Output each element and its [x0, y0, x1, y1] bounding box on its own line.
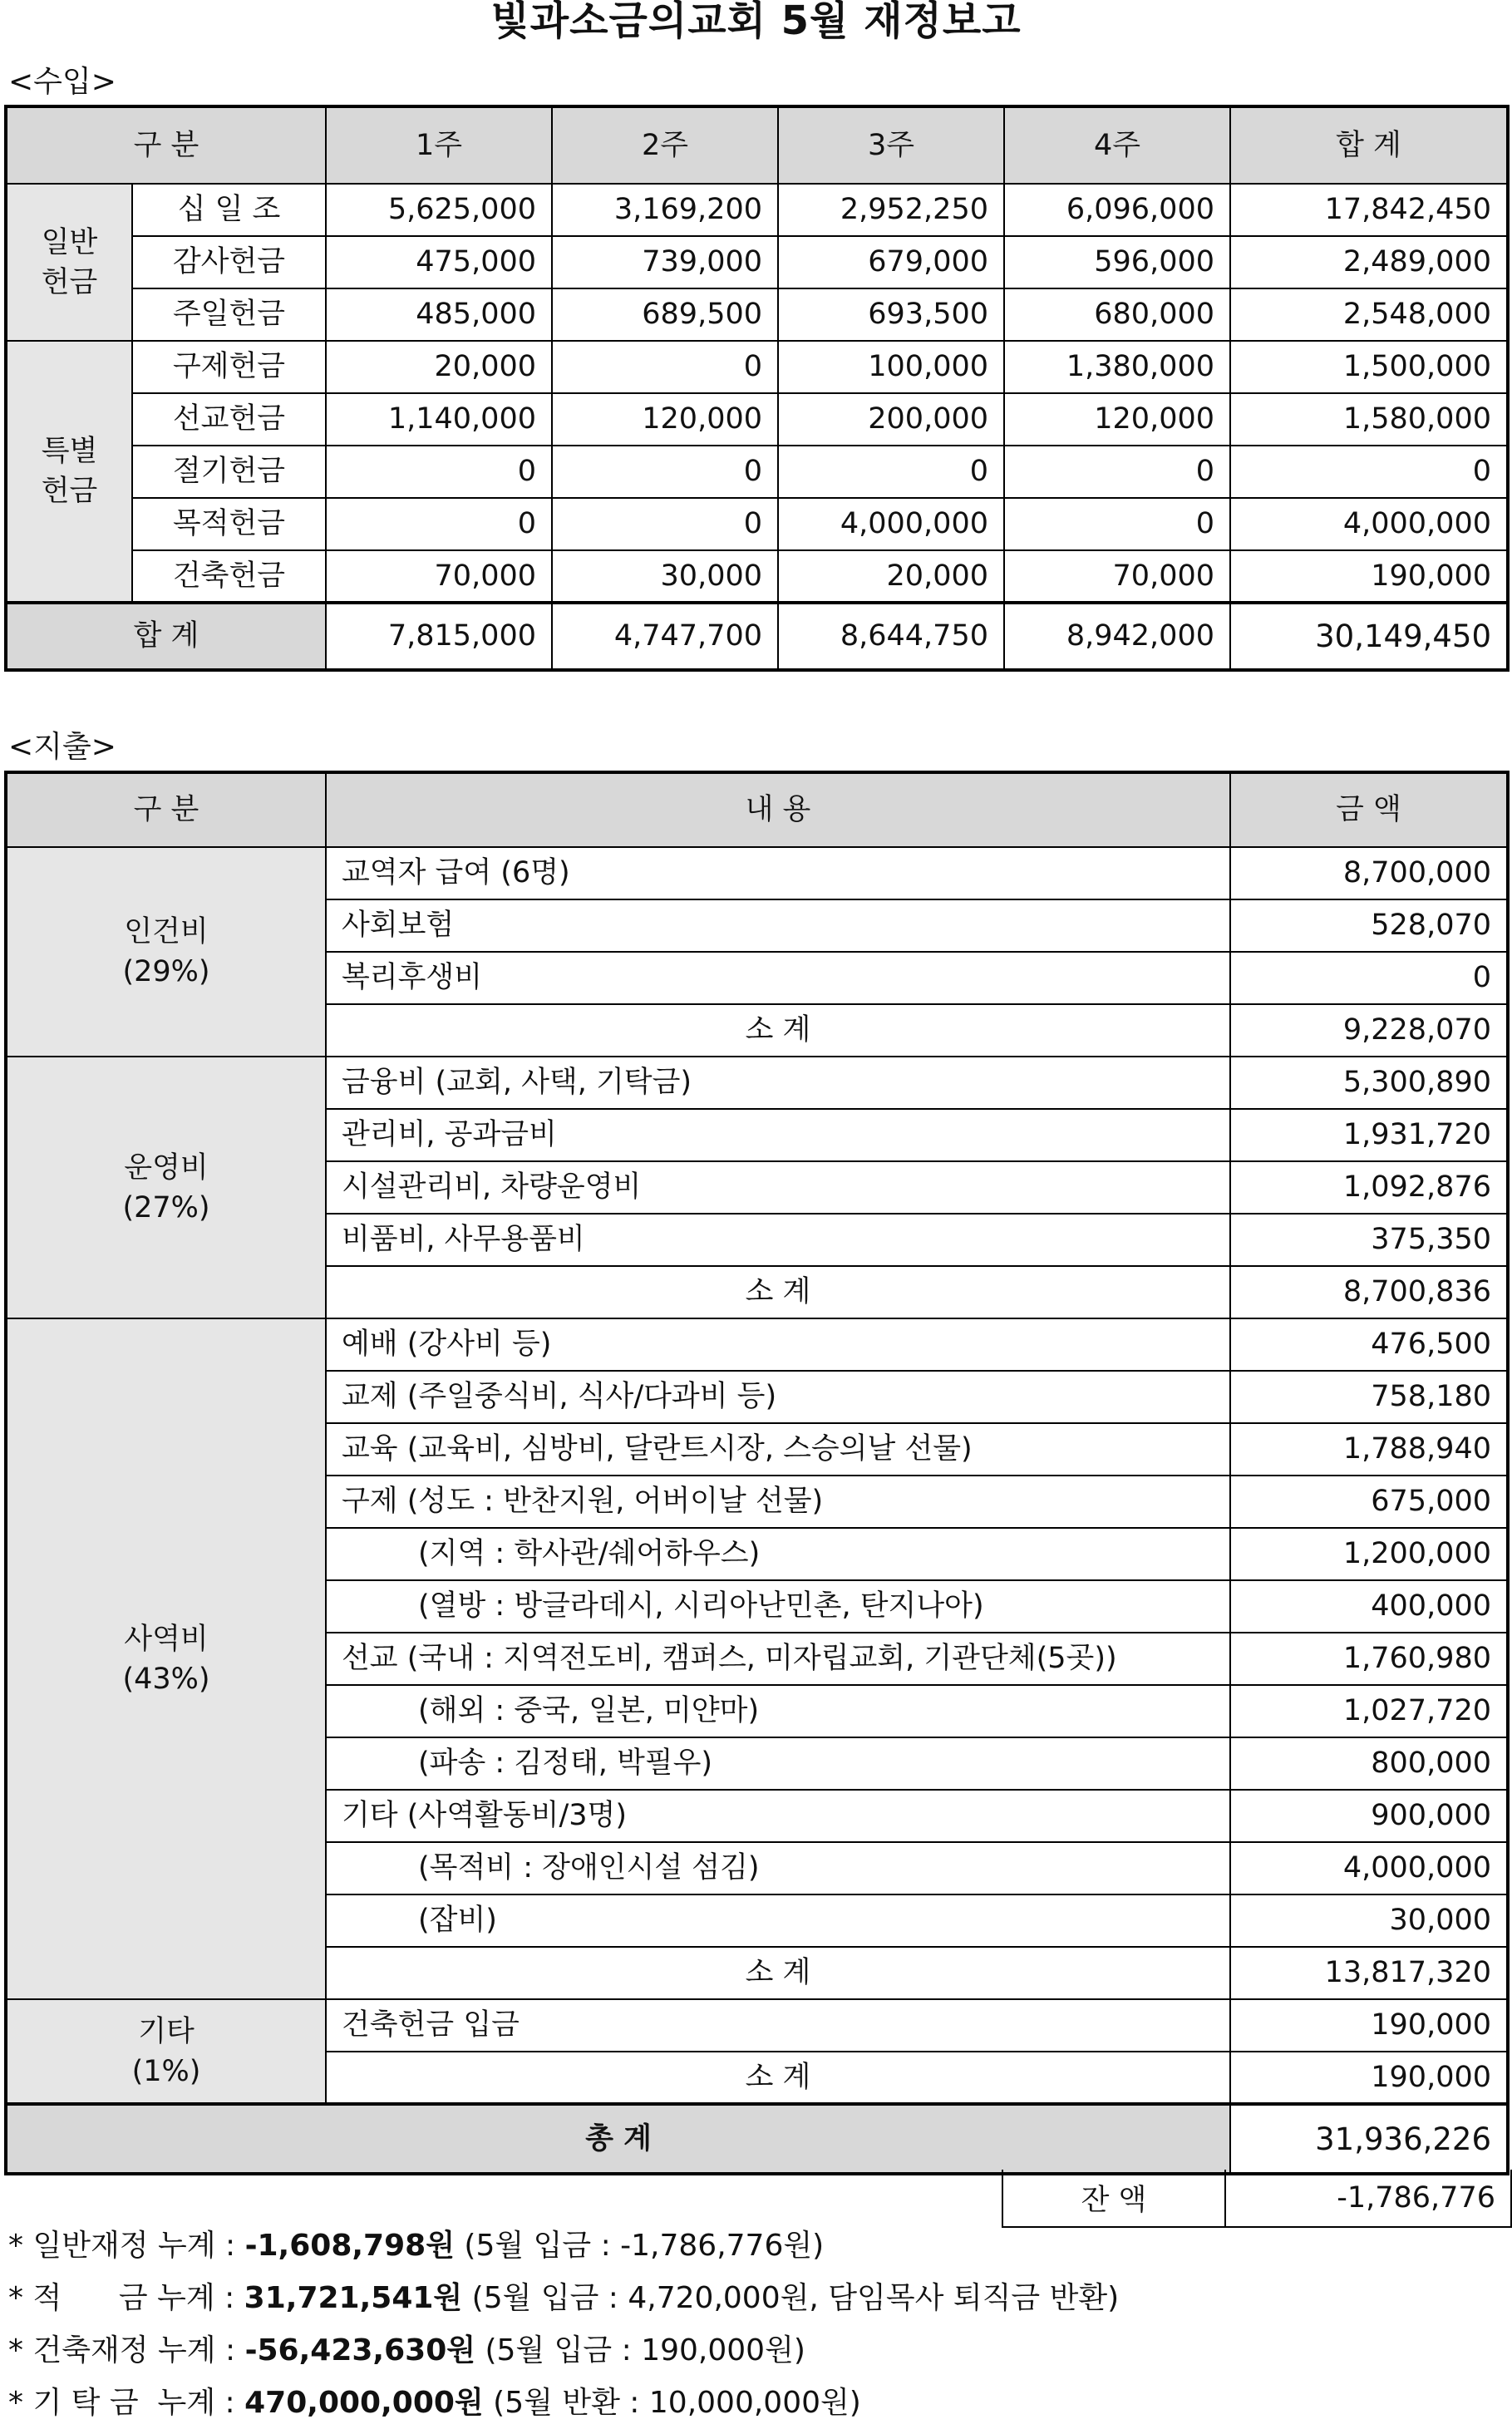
- income-item-label: 구제헌금: [132, 341, 326, 393]
- expense-item-amount: 1,092,876: [1230, 1161, 1508, 1214]
- balance-value: -1,786,776: [1337, 2181, 1495, 2215]
- expense-item-label: 건축헌금 입금: [326, 1999, 1230, 2052]
- expense-subtotal-amount: 190,000: [1230, 2052, 1508, 2104]
- income-week-value: 0: [552, 498, 778, 550]
- income-week-value: 680,000: [1004, 288, 1230, 341]
- note-value: 470,000,000원: [244, 2386, 484, 2420]
- expense-subtotal-label: 소 계: [326, 1266, 1230, 1318]
- income-week-value: 0: [1004, 446, 1230, 498]
- income-row: [6, 341, 1508, 393]
- header-amount: 금 액: [1230, 772, 1508, 847]
- income-sum-label: 합 계: [6, 603, 326, 670]
- expense-item-label: (파송 : 김정태, 박필우): [326, 1737, 1230, 1790]
- income-sum-week: 8,942,000: [1004, 603, 1230, 670]
- income-sum-week: 7,815,000: [326, 603, 552, 670]
- income-row-total: 2,548,000: [1230, 288, 1508, 341]
- expense-item-label: 복리후생비: [326, 952, 1230, 1004]
- expense-item-amount: 190,000: [1230, 1999, 1508, 2052]
- income-week-value: 6,096,000: [1004, 184, 1230, 236]
- expense-subtotal-label: 소 계: [326, 1947, 1230, 1999]
- income-row-total: 190,000: [1230, 550, 1508, 603]
- income-item-label: 목적헌금: [132, 498, 326, 550]
- header-category: 구 분: [6, 772, 326, 847]
- expense-group-label: 인건비 (29%): [6, 847, 326, 1057]
- expense-item-amount: 4,000,000: [1230, 1842, 1508, 1894]
- expense-row: [6, 1057, 1508, 1109]
- expense-item-label: 예배 (강사비 등): [326, 1318, 1230, 1371]
- income-week-value: 30,000: [552, 550, 778, 603]
- expense-row: [6, 1999, 1508, 2052]
- expense-item-label: 교육 (교육비, 심방비, 달란트시장, 스승의날 선물): [326, 1423, 1230, 1476]
- expense-subtotal-amount: 8,700,836: [1230, 1266, 1508, 1318]
- expense-item-label: 구제 (성도 : 반찬지원, 어버이날 선물): [326, 1476, 1230, 1528]
- income-group-label: 특별 헌금: [6, 341, 132, 603]
- note-prefix: * 건축재정 누계 :: [8, 2333, 245, 2367]
- expense-section-label: <지출>: [8, 730, 116, 764]
- expense-item-amount: 375,350: [1230, 1214, 1508, 1266]
- income-week-value: 0: [552, 341, 778, 393]
- expense-subtotal-amount: 9,228,070: [1230, 1004, 1508, 1057]
- income-table: [4, 105, 1510, 672]
- expense-item-amount: 1,931,720: [1230, 1109, 1508, 1161]
- page-title: 빛과소금의교회 5월 재정보고: [490, 0, 1022, 44]
- income-week-value: 120,000: [552, 393, 778, 446]
- income-week-value: 20,000: [326, 341, 552, 393]
- expense-item-amount: 900,000: [1230, 1790, 1508, 1842]
- income-week-value: 679,000: [778, 236, 1004, 288]
- header-week: 1주: [326, 106, 552, 184]
- expense-row: [6, 847, 1508, 899]
- income-row-total: 17,842,450: [1230, 184, 1508, 236]
- header-total: 합 계: [1230, 106, 1508, 184]
- expense-item-label: 선교 (국내 : 지역전도비, 캠퍼스, 미자립교회, 기관단체(5곳)): [326, 1633, 1230, 1685]
- income-week-value: 0: [326, 498, 552, 550]
- note-value: -56,423,630원: [244, 2333, 476, 2367]
- income-item-label: 감사헌금: [132, 236, 326, 288]
- income-header-row: [6, 106, 1508, 184]
- expense-item-label: 교제 (주일중식비, 식사/다과비 등): [326, 1371, 1230, 1423]
- income-week-value: 0: [1004, 498, 1230, 550]
- income-week-value: 5,625,000: [326, 184, 552, 236]
- expense-group-label: 사역비 (43%): [6, 1318, 326, 1999]
- balance-label: 잔 액: [1003, 2170, 1226, 2226]
- expense-item-amount: 0: [1230, 952, 1508, 1004]
- income-section-label: <수입>: [8, 65, 116, 99]
- income-week-value: 0: [552, 446, 778, 498]
- expense-item-amount: 1,200,000: [1230, 1528, 1508, 1580]
- income-grand-total: 30,149,450: [1230, 603, 1508, 670]
- income-week-value: 693,500: [778, 288, 1004, 341]
- income-row: [6, 446, 1508, 498]
- expense-table: [4, 771, 1510, 2175]
- expense-group-label: 운영비 (27%): [6, 1057, 326, 1318]
- expense-item-label: 기타 (사역활동비/3명): [326, 1790, 1230, 1842]
- expense-row: [6, 1318, 1508, 1371]
- income-row: [6, 498, 1508, 550]
- income-week-value: 2,952,250: [778, 184, 1004, 236]
- notes: [8, 2220, 1119, 2429]
- header-week: 2주: [552, 106, 778, 184]
- income-sum-week: 8,644,750: [778, 603, 1004, 670]
- income-week-value: 1,140,000: [326, 393, 552, 446]
- expense-item-amount: 8,700,000: [1230, 847, 1508, 899]
- expense-item-label: 시설관리비, 차량운영비: [326, 1161, 1230, 1214]
- income-week-value: 689,500: [552, 288, 778, 341]
- income-row: [6, 550, 1508, 603]
- expense-item-label: (지역 : 학사관/쉐어하우스): [326, 1528, 1230, 1580]
- income-week-value: 120,000: [1004, 393, 1230, 446]
- expense-group-label: 기타 (1%): [6, 1999, 326, 2104]
- expense-item-amount: 1,788,940: [1230, 1423, 1508, 1476]
- income-row-total: 1,500,000: [1230, 341, 1508, 393]
- income-week-value: 4,000,000: [778, 498, 1004, 550]
- note-line: [8, 2272, 1119, 2324]
- income-item-label: 건축헌금: [132, 550, 326, 603]
- income-row: [6, 184, 1508, 236]
- expense-grand-total-row: [6, 2104, 1508, 2174]
- expense-item-amount: 528,070: [1230, 899, 1508, 952]
- income-week-value: 0: [778, 446, 1004, 498]
- income-row: [6, 236, 1508, 288]
- income-sum-row: [6, 603, 1508, 670]
- header-week: 3주: [778, 106, 1004, 184]
- note-suffix: (5월 반환 : 10,000,000원): [483, 2386, 861, 2420]
- expense-grand-total-label: 총 계: [6, 2104, 1230, 2174]
- expense-grand-total: 31,936,226: [1230, 2104, 1508, 2174]
- expense-item-amount: 675,000: [1230, 1476, 1508, 1528]
- note-suffix: (5월 입금 : -1,786,776원): [454, 2229, 825, 2263]
- income-week-value: 1,380,000: [1004, 341, 1230, 393]
- expense-item-label: 금융비 (교회, 사택, 기탁금): [326, 1057, 1230, 1109]
- expense-item-label: (열방 : 방글라데시, 시리아난민촌, 탄지나아): [326, 1580, 1230, 1633]
- income-week-value: 596,000: [1004, 236, 1230, 288]
- note-value: -1,608,798원: [244, 2229, 455, 2263]
- income-week-value: 3,169,200: [552, 184, 778, 236]
- income-row: [6, 393, 1508, 446]
- expense-item-amount: 400,000: [1230, 1580, 1508, 1633]
- income-week-value: 475,000: [326, 236, 552, 288]
- income-week-value: 200,000: [778, 393, 1004, 446]
- income-week-value: 739,000: [552, 236, 778, 288]
- note-suffix: (5월 입금 : 190,000원): [475, 2333, 805, 2367]
- income-item-label: 선교헌금: [132, 393, 326, 446]
- expense-item-label: (해외 : 중국, 일본, 미얀마): [326, 1685, 1230, 1737]
- expense-item-amount: 758,180: [1230, 1371, 1508, 1423]
- expense-item-label: (잡비): [326, 1894, 1230, 1947]
- income-row-total: 2,489,000: [1230, 236, 1508, 288]
- expense-item-label: (목적비 : 장애인시설 섬김): [326, 1842, 1230, 1894]
- income-item-label: 절기헌금: [132, 446, 326, 498]
- expense-item-label: 비품비, 사무용품비: [326, 1214, 1230, 1266]
- expense-item-amount: 5,300,890: [1230, 1057, 1508, 1109]
- income-row-total: 4,000,000: [1230, 498, 1508, 550]
- note-prefix: * 기 탁 금 누계 :: [8, 2386, 245, 2420]
- expense-subtotal-label: 소 계: [326, 2052, 1230, 2104]
- expense-item-label: 교역자 급여 (6명): [326, 847, 1230, 899]
- expense-subtotal-amount: 13,817,320: [1230, 1947, 1508, 1999]
- expense-item-amount: 30,000: [1230, 1894, 1508, 1947]
- income-row-total: 1,580,000: [1230, 393, 1508, 446]
- note-line: [8, 2324, 1119, 2377]
- header-week: 4주: [1004, 106, 1230, 184]
- header-content: 내 용: [326, 772, 1230, 847]
- note-prefix: * 일반재정 누계 :: [8, 2229, 245, 2263]
- header-category: 구 분: [6, 106, 326, 184]
- income-week-value: 0: [326, 446, 552, 498]
- income-week-value: 70,000: [1004, 550, 1230, 603]
- expense-subtotal-label: 소 계: [326, 1004, 1230, 1057]
- income-week-value: 70,000: [326, 550, 552, 603]
- expense-item-label: 사회보험: [326, 899, 1230, 952]
- income-group-label: 일반 헌금: [6, 184, 132, 341]
- expense-item-amount: 476,500: [1230, 1318, 1508, 1371]
- expense-header-row: [6, 772, 1508, 847]
- income-week-value: 485,000: [326, 288, 552, 341]
- note-prefix: * 적 금 누계 :: [8, 2281, 244, 2315]
- expense-item-amount: 1,027,720: [1230, 1685, 1508, 1737]
- income-item-label: 십 일 조: [132, 184, 326, 236]
- note-line: [8, 2377, 1119, 2429]
- expense-item-amount: 1,760,980: [1230, 1633, 1508, 1685]
- income-week-value: 20,000: [778, 550, 1004, 603]
- expense-item-label: 관리비, 공과금비: [326, 1109, 1230, 1161]
- income-row: [6, 288, 1508, 341]
- income-row-total: 0: [1230, 446, 1508, 498]
- income-sum-week: 4,747,700: [552, 603, 778, 670]
- income-week-value: 100,000: [778, 341, 1004, 393]
- income-item-label: 주일헌금: [132, 288, 326, 341]
- note-line: [8, 2220, 1119, 2272]
- note-suffix: (5월 입금 : 4,720,000원, 담임목사 퇴직금 반환): [462, 2281, 1120, 2315]
- note-value: 31,721,541원: [244, 2281, 463, 2315]
- expense-item-amount: 800,000: [1230, 1737, 1508, 1790]
